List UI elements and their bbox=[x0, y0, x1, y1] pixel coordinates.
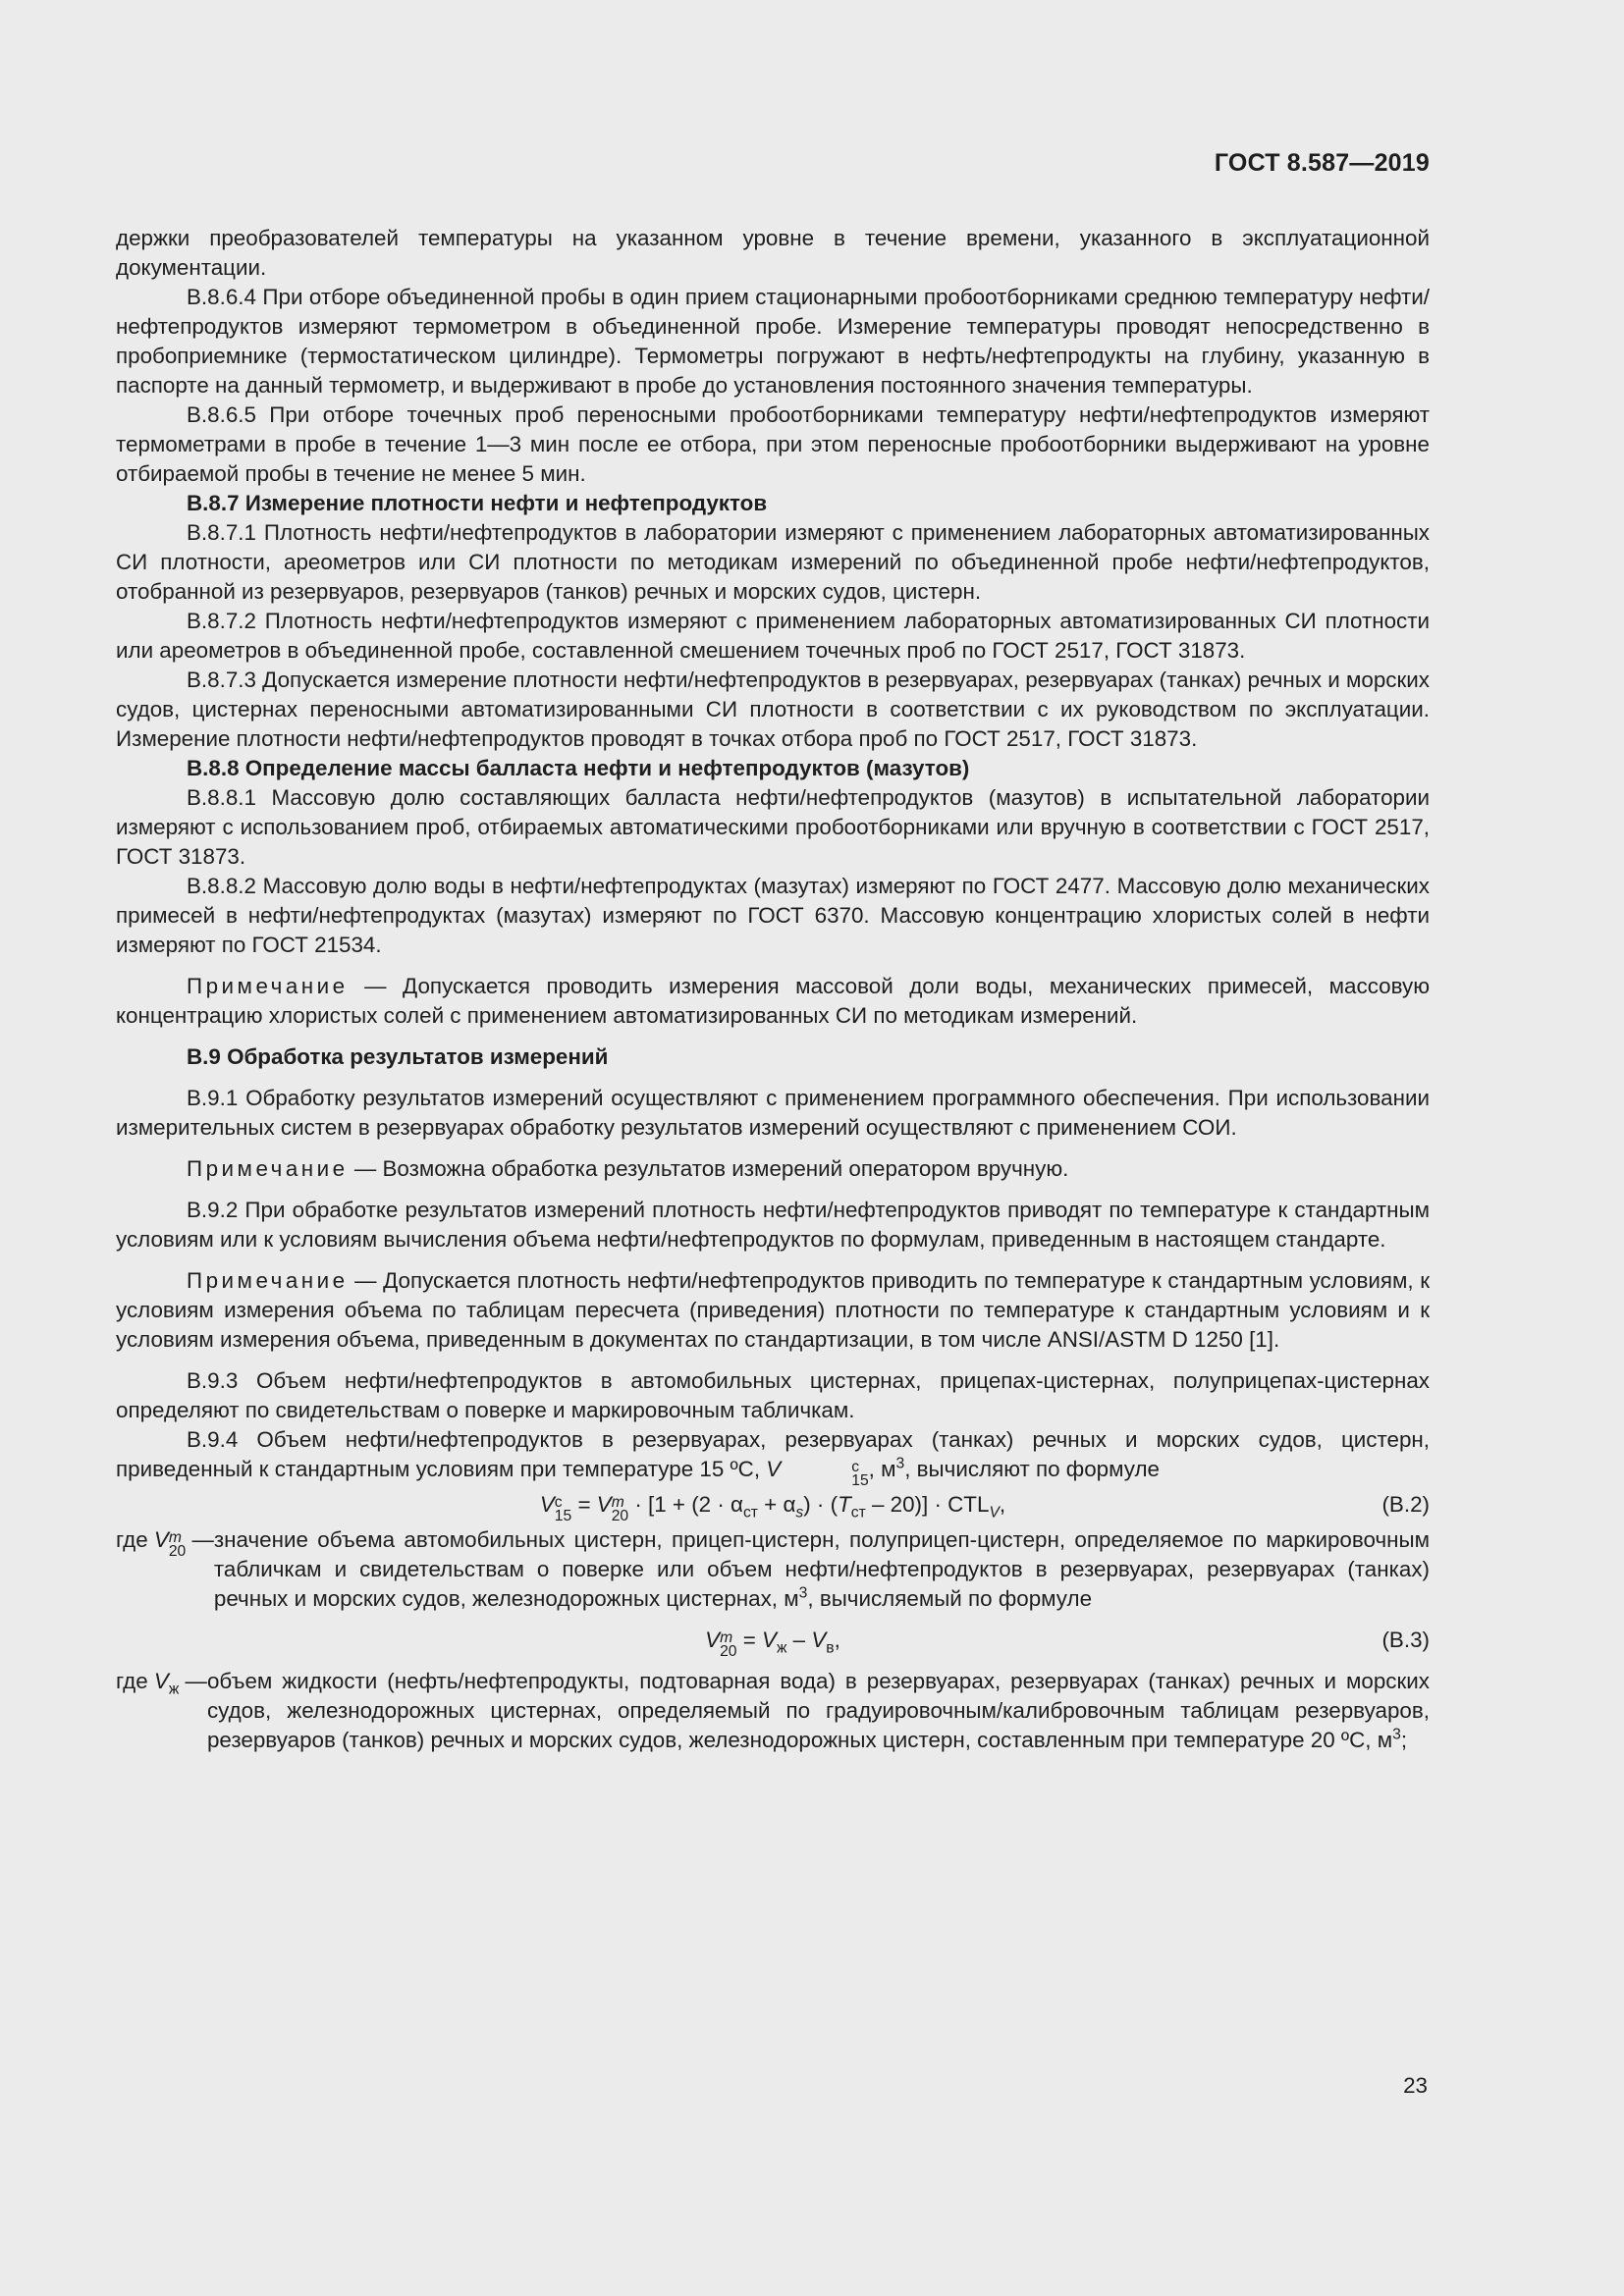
formula-number: (В.2) bbox=[1381, 1492, 1430, 1517]
formula-expression: V с 15 = V m 20 · $[1 + (2 \cdot \alpha_{ст} + \alpha_s) \cdot (T_{ст} - 20)] \cdot CTL_V$, bbox=[539, 1492, 1006, 1524]
document-header: ГОСТ 8.587—2019 bbox=[1214, 149, 1430, 177]
where-label: где $V_ж$ — bbox=[116, 1669, 207, 1698]
where-text: объем жидкости (нефть/нефтепродукты, подтоварная вода) в резервуарах, резервуарах (танках) речных и морских судов, железнодорожных цистернах, определяемый по градуировочным/калибровочным таблицам резервуаров, резервуаров (танков) речных и морских судов, железнодорожных цистерн, составленным при температуре 20 ºС, $м^3$; bbox=[206, 1669, 1430, 1752]
document-body bbox=[116, 224, 1430, 1755]
page-number: 23 bbox=[1403, 2073, 1428, 2098]
where-text: значение объема автомобильных цистерн, прицеп-цистерн, полуприцеп-цистерн, определяемое по маркировочным табличкам и свидетельствам о поверке или объем нефти/нефтепродуктов в резервуарах, резервуарах (танках) речных и морских судов, железнодорожных цистернах, $м^3$, вычисляемый по формуле bbox=[213, 1527, 1430, 1611]
note-1 bbox=[116, 972, 1430, 1031]
note-2 bbox=[116, 1154, 1430, 1184]
paragraph-b873: В.8.7.3 Допускается измерение плотности нефти/нефтепродуктов в резервуарах, резервуарах (танках) речных и морских судов, цистернах переносными автоматизированными СИ плотности в соответствии с их руководством по эксплуатации. Измерение плотности нефти/нефтепродуктов проводят в точках отбора проб по ГОСТ 2517, ГОСТ 31873. bbox=[116, 667, 1430, 751]
formula-number: (В.3) bbox=[1381, 1628, 1430, 1652]
paragraph-b872: В.8.7.2 Плотность нефти/нефтепродуктов измеряют с применением лабораторных автоматизированных СИ плотности или ареометров в объединенной пробе, составленной смешением точечных проб по ГОСТ 2517, ГОСТ 31873. bbox=[116, 609, 1430, 663]
note-text: — Допускается проводить измерения массовой доли воды, механических примесей, массовую концентрацию хлористых солей с применением автоматизированных СИ по методикам измерений. bbox=[116, 974, 1430, 1028]
note-label: Примечание bbox=[187, 1156, 349, 1181]
note-3 bbox=[116, 1266, 1430, 1355]
paragraph-b881: В.8.8.1 Массовую долю составляющих балласта нефти/нефтепродуктов (мазутов) в испытательной лаборатории измеряют с использованием проб, отбираемых автоматическими пробоотборниками или вручную в соответствии с ГОСТ 2517, ГОСТ 31873. bbox=[116, 785, 1430, 869]
section-heading-b88: В.8.8 Определение массы балласта нефти и нефтепродуктов (мазутов) bbox=[187, 756, 970, 780]
paragraph: держки преобразователей температуры на указанном уровне в течение времени, указанного в эксплуатационной документации. bbox=[116, 226, 1430, 280]
formula-b3 bbox=[116, 1626, 1430, 1659]
paragraph-b865: В.8.6.5 При отборе точечных проб переносными пробоотборниками температуру нефти/нефтепродуктов измеряют термометрами в пробе в течение 1—3 мин после ее отбора, при этом переносные пробоотборники выдерживают на уровне отбираемой пробы в течение не менее 5 мин. bbox=[116, 402, 1430, 486]
paragraph-b871: В.8.7.1 Плотность нефти/нефтепродуктов в лаборатории измеряют с применением лабораторных автоматизированных СИ плотности, ареометров или СИ плотности по методикам измерений по объединенной пробе нефти/нефтепродуктов, отобранной из резервуаров, резервуаров (танков) речных и морских судов, цистерн. bbox=[116, 520, 1430, 604]
note-text: — Возможна обработка результатов измерений оператором вручную. bbox=[348, 1156, 1069, 1181]
paragraph-b91: В.9.1 Обработку результатов измерений осуществляют с применением программного обеспечения. При использовании измерительных систем в резервуарах обработку результатов измерений осуществляют с применением СОИ. bbox=[116, 1086, 1430, 1140]
paragraph-b864: В.8.6.4 При отборе объединенной пробы в один прием стационарными пробоотборниками среднюю температуру нефти/нефтепродуктов измеряют термометром в объединенной пробе. Измерение температуры проводят непосредственно в пробоприемнике (термостатическом цилиндре). Термометры погружают в нефть/нефтепродукты на глубину, указанную в паспорте на данный термометр, и выдерживают в пробе до установления постоянного значения температуры. bbox=[116, 285, 1430, 398]
paragraph-b93: В.9.3 Объем нефти/нефтепродуктов в автомобильных цистернах, прицепах-цистернах, полуприцепах-цистернах определяют по свидетельствам о поверке и маркировочным табличкам. bbox=[116, 1368, 1430, 1422]
where-label: где V m 20 — bbox=[116, 1527, 214, 1560]
formula-b2 bbox=[116, 1490, 1430, 1523]
section-heading-b87: В.8.7 Измерение плотности нефти и нефтепродуктов bbox=[187, 491, 768, 515]
note-label: Примечание bbox=[187, 1268, 349, 1293]
where-clause-vzh bbox=[116, 1667, 1430, 1755]
formula-expression: V m 20 = $V_ж - V_в$, bbox=[705, 1628, 840, 1660]
note-text: — Допускается плотность нефти/нефтепродуктов приводить по температуре к стандартным условиям, к условиям измерения объема по таблицам пересчета (приведения) плотности по температуре к стандартным условиям и к условиям измерения объема, приведенным в документах по стандартизации, в том числе ANSI/ASTM D 1250 [1]. bbox=[116, 1268, 1430, 1352]
section-heading-b9: В.9 Обработка результатов измерений bbox=[187, 1044, 609, 1069]
paragraph-b92: В.9.2 При обработке результатов измерений плотность нефти/нефтепродуктов приводят по температуре к стандартным условиям или к условиям вычисления объема нефти/нефтепродуктов по формулам, приведенным в настоящем стандарте. bbox=[116, 1198, 1430, 1252]
paragraph-b882: В.8.8.2 Массовую долю воды в нефти/нефтепродуктах (мазутах) измеряют по ГОСТ 2477. Массовую долю механических примесей в нефти/нефтепродуктах (мазутах) измеряют по ГОСТ 6370. Массовую концентрацию хлористых солей в нефти измеряют по ГОСТ 21534. bbox=[116, 874, 1430, 957]
note-label: Примечание bbox=[187, 974, 349, 998]
where-clause-v20 bbox=[116, 1525, 1430, 1614]
paragraph-b94: В.9.4 Объем нефти/нефтепродуктов в резервуарах, резервуарах (танках) речных и морских судов, цистерн, приведенный к стандартным условиям при температуре 15 ºС, V с 15 , $м^3$, вычисляют по формуле bbox=[116, 1427, 1430, 1489]
